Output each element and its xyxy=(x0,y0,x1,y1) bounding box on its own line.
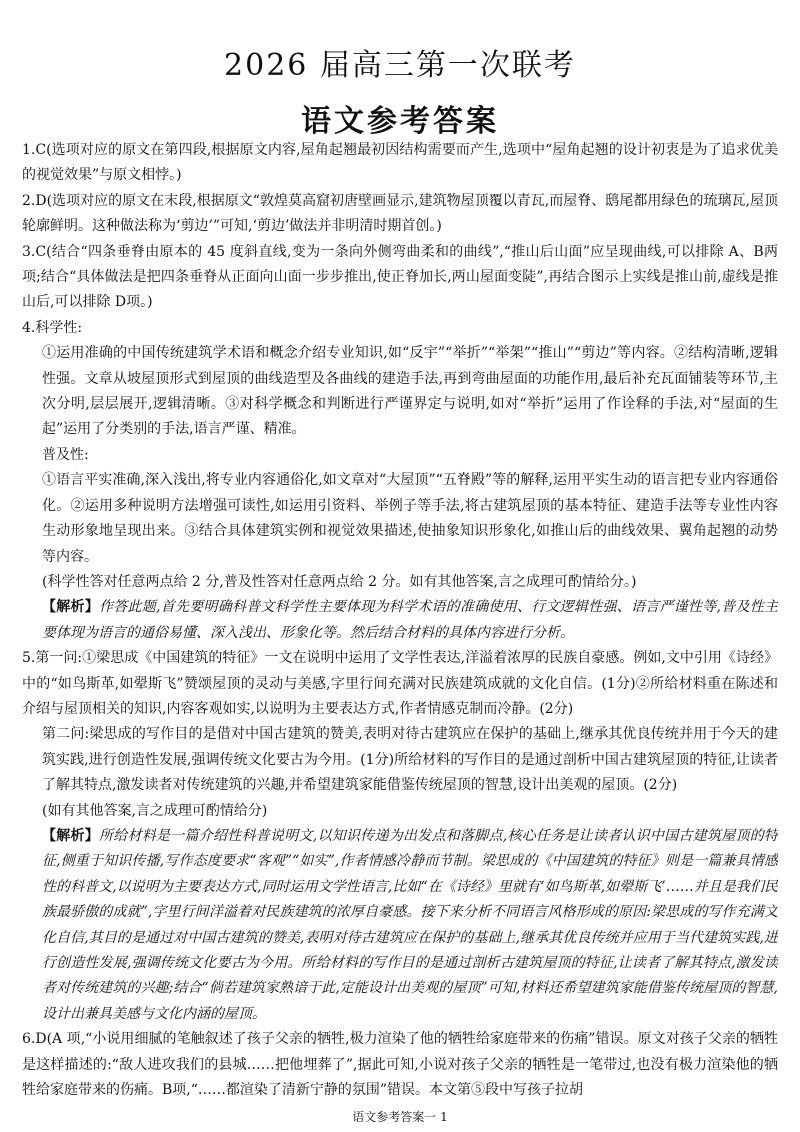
answer-q5-analysis xyxy=(22,824,778,1027)
answer-q6: 6.D(A 项,“小说用细腻的笔触叙述了孩子父亲的牺牲,极力渲染了他的牺牲给家庭带来的伤痛”错误。原文对孩子父亲的牺牲是这样描述的:“敌人进攻我们的县城……把他埋葬了”,据此可知,小说对孩子父亲的牺牲是一笔带过,也没有极力渲染他的牺牲给家庭带来的伤痛。B项,“……都渲染了清新宁静的氛围”错误。本文第⑤段中写孩子拉胡 xyxy=(22,1031,778,1099)
answer-q5-first: 5.第一问:①梁思成《中国建筑的特征》一文在说明中运用了文学性表达,洋溢着浓厚的民族自豪感。例如,文中引用《诗经》中的“如鸟斯革,如翚斯飞”赞颂屋顶的灵动与美感,字里行间充满对民族建筑成就的文化自信。(1分)②所给材料重在陈述和介绍与屋顶相关的知识,内容客观如实,以说明为主要表达方式,作者情感克制而冷静。(2分) xyxy=(22,650,778,717)
answer-key-title: 语文参考答案 xyxy=(301,104,499,139)
answer-q5-scoring: (如有其他答案,言之成理可酌情给分) xyxy=(42,802,268,819)
answer-q1: 1.C(选项对应的原文在第四段,根据原文内容,屋角起翘最初因结构需要而产生,选项中“屋角起翘的设计初衷是为了追求优美的视觉效果”与原文相悖。) xyxy=(22,142,778,184)
answer-q4-analysis xyxy=(22,595,778,646)
answer-q4-popular: ①语言平实准确,深入浅出,将专业内容通俗化,如文章对“大屋顶”“五脊殿”等的解释,运用平实生动的语言把专业内容通俗化。②运用多种说明方法增强可读性,如运用引资料、举例子等手法,将古建筑屋顶的基本特征、建造手法等专业性内容生动形象地呈现出来。③结合具体建筑实例和视觉效果描述,使抽象知识形象化,如推山后的曲线效果、翼角起翘的动势等内容。 xyxy=(42,472,778,565)
answer-body xyxy=(22,138,778,1104)
analysis-text: 作答此题,首先要明确科普文科学性主要体现为科学术语的准确使用、行文逻辑性强、语言严谨性等,普及性主要体现为语言的通俗易懂、深入浅出、形象化等。然后结合材料的具体内容进行分析。 xyxy=(42,599,778,641)
answer-q5-second: 第二问:梁思成的写作目的是借对中国古建筑的赞美,表明对待古建筑应在保护的基础上,继承其优良传统并用于今天的建筑实践,进行创造性发展,强调传统文化要古为今用。(1分)所给材料的写作目的是通过剖析中国古建筑屋顶的特征,让读者了解其特点,激发读者对传统建筑的兴趣,并希望建筑家能借鉴传统屋顶的智慧,设计出美观的屋顶。(2分) xyxy=(42,726,778,794)
page-footer: 语文参考答案一 1 xyxy=(352,1110,448,1124)
answer-q3: 3.C(结合“四条垂脊由原本的 45 度斜直线,变为一条向外侧弯曲柔和的曲线”,“推山后山面”应呈现曲线,可以排除 A、B两项;结合“具体做法是把四条垂脊从正面向山面一步步推出,使正脊加长,两山屋面变陡”,再结合图示上实线是推山前,虚线是推山后,可以排除 D项。) xyxy=(22,243,778,311)
answer-q4-heading: 4.科学性: xyxy=(22,319,83,336)
answer-q4-popular-heading: 普及性: xyxy=(42,446,89,463)
answer-q4-scientific: ①运用准确的中国传统建筑学术语和概念介绍专业知识,如“反宇”“举折”“举架”“推山”“剪边”等内容。②结构清晰,逻辑性强。文章从坡屋顶形式到屋顶的曲线造型及各曲线的建造手法,再到弯曲屋面的功能作用,最后补充瓦面铺装等环节,主次分明,层层展开,逻辑清晰。③对科学概念和判断进行严谨界定与说明,如对“举折”运用了作诠释的手法,对“屋面的生起”运用了分类别的手法,语言严谨、精准。 xyxy=(42,345,778,438)
analysis-text: 所给材料是一篇介绍性科普说明文,以知识传递为出发点和落脚点,核心任务是让读者认识中国古建筑屋顶的特征,侧重于知识传播,写作态度要求“客观”“如实”,作者情感冷静而节制。梁思成的《中国建筑的特征》则是一篇兼具情感性的科普文,以说明为主要表达方式,同时运用文学性语言,比如“在《诗经》里就有‘如鸟斯革,如翚斯飞’……并且是我们民族最骄傲的成就”,字里行间洋溢着对民族建筑的浓厚自豪感。接下来分析不同语言风格形成的原因:梁思成的写作充满文化自信,其目的是通过对中国古建筑的赞美,表明对待古建筑应在保护的基础上,继承其优良传统并应用于当代建筑实践,进行创造性发展,强调传统文化要古为今用。所给材料的写作目的是通过剖析古建筑屋顶的特征,让读者了解其特点,激发读者对传统建筑的兴趣;结合“倘若建筑家熟谙于此,定能设计出美观的屋顶”可知,材料还希望建筑家能借鉴传统屋顶的智慧,设计出兼具美感与文化内涵的屋顶。 xyxy=(42,827,778,1022)
answer-q2: 2.D(选项对应的原文在末段,根据原文“敦煌莫高窟初唐壁画显示,建筑物屋顶覆以青瓦,而屋脊、鸱尾都用绿色的琉璃瓦,屋顶轮廓鲜明。这种做法称为‘剪边’”可知,‘剪边’做法并非明清时期首创。) xyxy=(22,192,778,235)
answer-q4-scoring: (科学性答对任意两点给 2 分,普及性答对任意两点给 2 分。如有其他答案,言之成理可酌情给分。) xyxy=(42,573,637,590)
exam-title: 2026 届高三第一次联考 xyxy=(224,48,576,83)
analysis-tag: 【解析】 xyxy=(42,827,100,844)
analysis-tag: 【解析】 xyxy=(42,599,100,616)
